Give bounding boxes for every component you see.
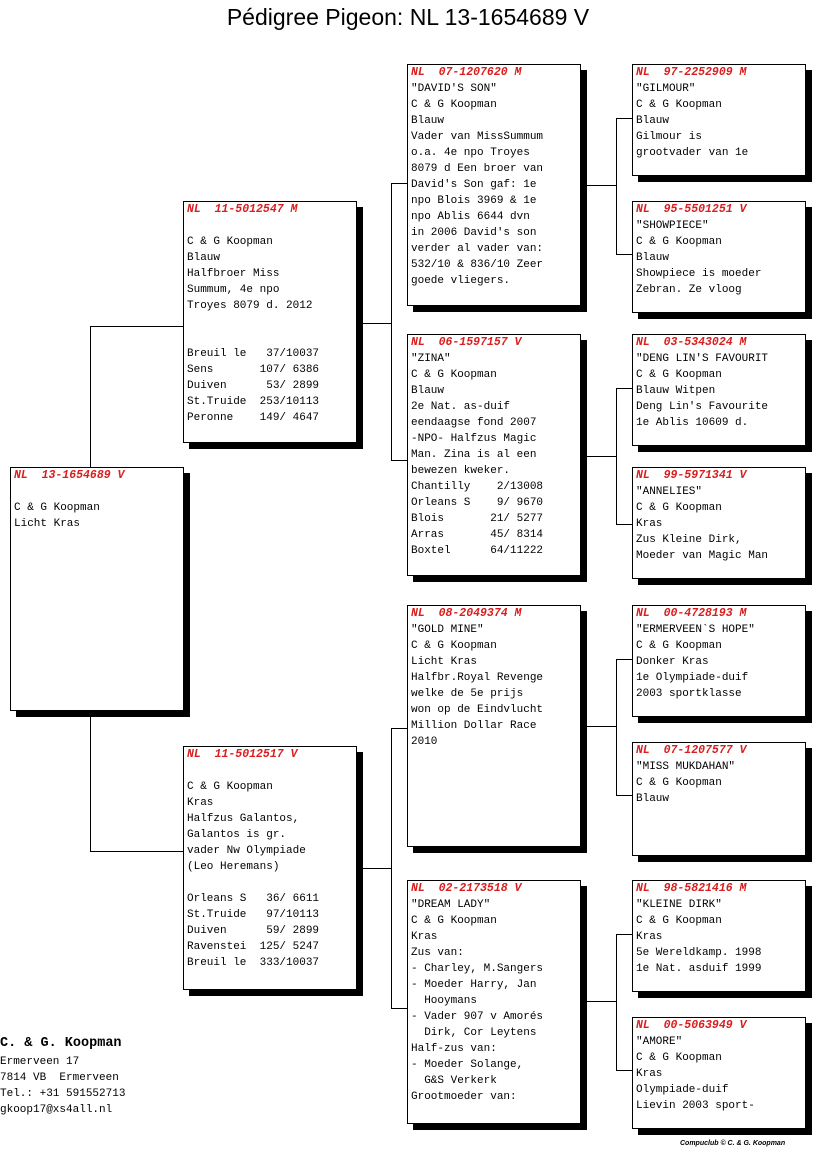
pigeon-info-line: Boxtel 64/11222: [411, 545, 544, 557]
pigeon-info-line: "DENG LIN'S FAVOURIT: [636, 353, 769, 365]
pigeon-info-line: "DREAM LADY": [411, 899, 491, 911]
pigeon-card-ggp-4: [632, 467, 806, 579]
pigeon-info-line: C & G Koopman: [411, 99, 497, 111]
connector-line: [616, 524, 632, 525]
pigeon-info-line: Kras: [411, 931, 438, 943]
phone-line: Tel.: +31 591552713: [0, 1088, 126, 1100]
pigeon-info-line: Blauw Witpen: [636, 385, 716, 397]
pigeon-info-line: Breuil le 37/10037: [187, 348, 320, 360]
pigeon-info-line: Blauw: [187, 252, 221, 264]
software-credit: Compuclub © C. & G. Koopman: [680, 1140, 786, 1147]
connector-line: [587, 1001, 616, 1002]
ring-number: NL 98-5821416 M: [636, 882, 747, 895]
pigeon-info-line: Orleans S 36/ 6611: [187, 893, 320, 905]
pigeon-info-line: Vader van MissSummum: [411, 131, 544, 143]
pigeon-card-ggp-1: [632, 64, 806, 176]
connector-line: [616, 659, 632, 660]
pigeon-card-dam-dam: [407, 880, 581, 1124]
pigeon-info-line: in 2006 David's son: [411, 227, 537, 239]
ring-number: NL 07-1207620 M: [411, 66, 522, 79]
pigeon-info-line: -NPO- Halfzus Magic: [411, 433, 537, 445]
pigeon-info-line: 2003 sportklasse: [636, 688, 742, 700]
pigeon-info-line: Chantilly 2/13008: [411, 481, 544, 493]
connector-line: [616, 934, 617, 1070]
connector-line: [616, 118, 617, 254]
pigeon-info-line: Blauw: [411, 385, 445, 397]
pigeon-info-line: C & G Koopman: [14, 502, 100, 514]
ring-number: NL 02-2173518 V: [411, 882, 522, 895]
pigeon-card-ggp-2: [632, 201, 806, 313]
pigeon-info-line: 5e Wereldkamp. 1998: [636, 947, 762, 959]
connector-line: [363, 868, 391, 869]
pigeon-info-line: Ravenstei 125/ 5247: [187, 941, 320, 953]
pigeon-info-line: Halfbr.Royal Revenge: [411, 672, 544, 684]
pigeon-info-line: Summum, 4e npo: [187, 284, 280, 296]
connector-line: [391, 183, 392, 460]
pigeon-info-line: 532/10 & 836/10 Zeer: [411, 259, 544, 271]
pigeon-info-line: (Leo Heremans): [187, 861, 280, 873]
pigeon-info-line: C & G Koopman: [411, 640, 497, 652]
pigeon-info-line: npo Ablis 6644 dvn: [411, 211, 530, 223]
pigeon-info-line: Blauw: [636, 115, 670, 127]
pigeon-info-line: Duiven 59/ 2899: [187, 925, 320, 937]
pigeon-info-line: Grootmoeder van:: [411, 1091, 517, 1103]
pigeon-info-line: - Charley, M.Sangers: [411, 963, 544, 975]
pigeon-info-line: Gilmour is: [636, 131, 703, 143]
connector-line: [90, 851, 183, 852]
pigeon-info-line: [187, 330, 353, 346]
pigeon-info-line: [187, 763, 353, 779]
pigeon-info-line: Man. Zina is al een: [411, 449, 537, 461]
pigeon-card-ggp-8: [632, 1017, 806, 1129]
pigeon-info-line: [187, 314, 353, 330]
connector-line: [90, 326, 183, 327]
pigeon-info-line: "MISS MUKDAHAN": [636, 761, 736, 773]
pigeon-info-line: C & G Koopman: [636, 502, 722, 514]
pigeon-info-line: "ERMERVEEN`S HOPE": [636, 624, 755, 636]
pigeon-info-line: Zus Kleine Dirk,: [636, 534, 742, 546]
pigeon-info-line: Halfzus Galantos,: [187, 813, 300, 825]
pigeon-info-line: Kras: [636, 518, 663, 530]
pigeon-info-line: Arras 45/ 8314: [411, 529, 544, 541]
pigeon-info-line: Zus van:: [411, 947, 464, 959]
ring-number: NL 06-1597157 V: [411, 336, 522, 349]
pigeon-info-line: Hooymans: [411, 995, 478, 1007]
connector-line: [391, 183, 407, 184]
postcode-line: 7814 VB Ermerveen: [0, 1072, 119, 1084]
connector-line: [616, 1070, 632, 1071]
pigeon-info-line: Kras: [636, 931, 663, 943]
pigeon-info-line: C & G Koopman: [187, 236, 273, 248]
pigeon-info-line: verder al vader van:: [411, 243, 544, 255]
pigeon-info-line: Blauw: [636, 252, 670, 264]
connector-line: [391, 460, 407, 461]
connector-line: [616, 795, 632, 796]
address-line: Ermerveen 17: [0, 1056, 80, 1068]
ring-number: NL 95-5501251 V: [636, 203, 747, 216]
pigeon-info-line: welke de 5e prijs: [411, 688, 524, 700]
pigeon-info-line: "ZINA": [411, 353, 451, 365]
page-title: Pédigree Pigeon: NL 13-1654689 V: [226, 4, 590, 30]
connector-line: [587, 185, 616, 186]
pigeon-info-line: Donker Kras: [636, 656, 709, 668]
pigeon-info-line: npo Blois 3969 & 1e: [411, 195, 537, 207]
pigeon-card-subject: [10, 467, 184, 711]
ring-number: NL 08-2049374 M: [411, 607, 522, 620]
pigeon-info-line: Kras: [636, 1068, 663, 1080]
pigeon-info-line: Half-zus van:: [411, 1043, 497, 1055]
connector-line: [616, 254, 632, 255]
pigeon-card-ggp-5: [632, 605, 806, 717]
pigeon-info-line: [187, 218, 353, 234]
pigeon-info-line: C & G Koopman: [411, 915, 497, 927]
connector-line: [363, 323, 391, 324]
pigeon-card-sire: [183, 201, 357, 443]
pigeon-info-line: Sens 107/ 6386: [187, 364, 320, 376]
pigeon-info-line: "GOLD MINE": [411, 624, 484, 636]
pigeon-card-ggp-7: [632, 880, 806, 992]
pigeon-info-line: Moeder van Magic Man: [636, 550, 769, 562]
pigeon-info-line: C & G Koopman: [636, 777, 722, 789]
pigeon-info-line: Zebran. Ze vloog: [636, 284, 742, 296]
connector-line: [616, 118, 632, 119]
pigeon-card-sire-dam: [407, 334, 581, 576]
pigeon-info-line: - Vader 907 v Amorés: [411, 1011, 544, 1023]
pigeon-info-line: Breuil le 333/10037: [187, 957, 320, 969]
pigeon-info-line: C & G Koopman: [187, 781, 273, 793]
pigeon-info-line: Licht Kras: [411, 656, 478, 668]
connector-line: [616, 659, 617, 795]
pigeon-info-line: C & G Koopman: [636, 236, 722, 248]
pigeon-info-line: Kras: [187, 797, 214, 809]
ring-number: NL 00-4728193 M: [636, 607, 747, 620]
pigeon-card-dam-sire: [407, 605, 581, 847]
pigeon-info-line: 2e Nat. as-duif: [411, 401, 511, 413]
pigeon-card-dam: [183, 746, 357, 990]
pigeon-info-line: "SHOWPIECE": [636, 220, 709, 232]
pigeon-info-line: [14, 484, 180, 500]
pigeon-info-line: grootvader van 1e: [636, 147, 749, 159]
pigeon-info-line: C & G Koopman: [636, 1052, 722, 1064]
pigeon-info-line: eendaagse fond 2007: [411, 417, 537, 429]
connector-line: [587, 726, 616, 727]
connector-line: [616, 388, 617, 524]
pigeon-info-line: [187, 875, 353, 891]
pigeon-info-line: 1e Olympiade-duif: [636, 672, 749, 684]
pigeon-info-line: "ANNELIES": [636, 486, 703, 498]
pigeon-card-sire-sire: [407, 64, 581, 306]
pigeon-info-line: Duiven 53/ 2899: [187, 380, 320, 392]
pigeon-card-ggp-6: [632, 742, 806, 856]
pigeon-info-line: "GILMOUR": [636, 83, 696, 95]
pigeon-info-line: 1e Nat. asduif 1999: [636, 963, 762, 975]
pigeon-info-line: C & G Koopman: [636, 99, 722, 111]
pigeon-info-line: o.a. 4e npo Troyes: [411, 147, 530, 159]
pigeon-info-line: - Moeder Harry, Jan: [411, 979, 537, 991]
pigeon-info-line: Showpiece is moeder: [636, 268, 762, 280]
ring-number: NL 13-1654689 V: [14, 469, 125, 482]
ring-number: NL 99-5971341 V: [636, 469, 747, 482]
pigeon-info-line: Licht Kras: [14, 518, 81, 530]
pigeon-info-line: Orleans S 9/ 9670: [411, 497, 544, 509]
pigeon-info-line: C & G Koopman: [636, 369, 722, 381]
ring-number: NL 00-5063949 V: [636, 1019, 747, 1032]
pigeon-info-line: bewezen kweker.: [411, 465, 511, 477]
breeder-name: C. & G. Koopman: [0, 1036, 122, 1051]
pigeon-info-line: vader Nw Olympiade: [187, 845, 306, 857]
breeder-contact: [0, 1034, 125, 1118]
pigeon-info-line: Million Dollar Race: [411, 720, 537, 732]
connector-line: [391, 728, 392, 1008]
email-line: gkoop17@xs4all.nl: [0, 1104, 113, 1116]
pigeon-info-line: Blauw: [636, 793, 670, 805]
ring-number: NL 97-2252909 M: [636, 66, 747, 79]
pigeon-info-line: St.Truide 253/10113: [187, 396, 320, 408]
pigeon-info-line: C & G Koopman: [636, 640, 722, 652]
ring-number: NL 11-5012547 M: [187, 203, 298, 216]
pigeon-info-line: "AMORE": [636, 1036, 683, 1048]
ring-number: NL 07-1207577 V: [636, 744, 747, 757]
pigeon-info-line: G&S Verkerk: [411, 1075, 497, 1087]
pigeon-info-line: Blauw: [411, 115, 445, 127]
pigeon-info-line: "DAVID'S SON": [411, 83, 497, 95]
ring-number: NL 11-5012517 V: [187, 748, 298, 761]
pigeon-info-line: Deng Lin's Favourite: [636, 401, 769, 413]
connector-line: [90, 326, 91, 468]
pigeon-info-line: C & G Koopman: [636, 915, 722, 927]
pigeon-info-line: C & G Koopman: [411, 369, 497, 381]
connector-line: [391, 1008, 407, 1009]
pigeon-info-line: Dirk, Cor Leytens: [411, 1027, 537, 1039]
connector-line: [391, 728, 407, 729]
ring-number: NL 03-5343024 M: [636, 336, 747, 349]
connector-line: [616, 934, 632, 935]
pigeon-info-line: 2010: [411, 736, 438, 748]
pigeon-info-line: Halfbroer Miss: [187, 268, 280, 280]
connector-line: [587, 456, 616, 457]
pigeon-info-line: - Moeder Solange,: [411, 1059, 524, 1071]
pigeon-info-line: won op de Eindvlucht: [411, 704, 544, 716]
pigeon-info-line: Galantos is gr.: [187, 829, 287, 841]
pigeon-info-line: St.Truide 97/10113: [187, 909, 320, 921]
pigeon-info-line: Lievin 2003 sport-: [636, 1100, 755, 1112]
pigeon-info-line: goede vliegers.: [411, 275, 511, 287]
pigeon-info-line: 1e Ablis 10609 d.: [636, 417, 749, 429]
pigeon-info-line: David's Son gaf: 1e: [411, 179, 537, 191]
pigeon-info-line: Troyes 8079 d. 2012: [187, 300, 313, 312]
connector-line: [90, 711, 91, 851]
pigeon-info-line: "KLEINE DIRK": [636, 899, 722, 911]
connector-line: [616, 388, 632, 389]
pigeon-info-line: Peronne 149/ 4647: [187, 412, 320, 424]
pigeon-info-line: 8079 d Een broer van: [411, 163, 544, 175]
pigeon-info-line: Olympiade-duif: [636, 1084, 729, 1096]
pigeon-card-ggp-3: [632, 334, 806, 446]
pigeon-info-line: Blois 21/ 5277: [411, 513, 544, 525]
